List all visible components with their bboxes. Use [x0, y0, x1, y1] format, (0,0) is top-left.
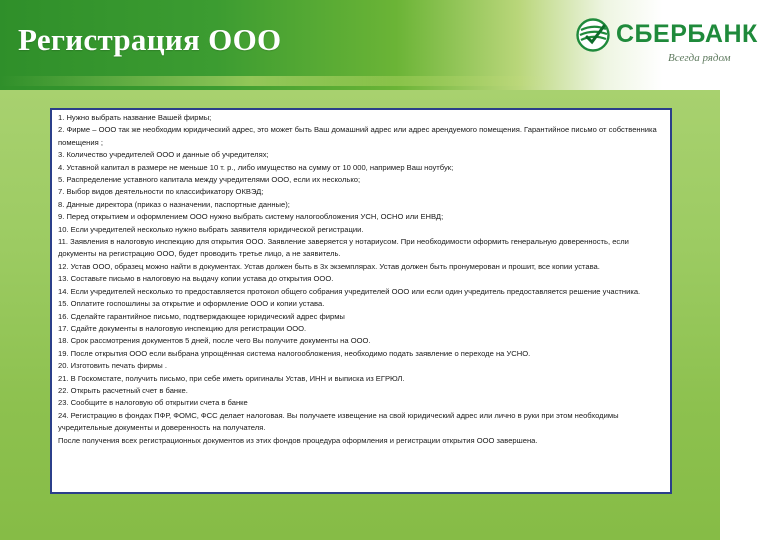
step-item: 23. Сообщите в налоговую об открытии счета в банке	[58, 398, 248, 408]
bank-logo	[570, 16, 758, 72]
step-item: 8. Данные директора (приказ о назначении, паспортные данные);	[58, 199, 290, 209]
step-item: 21. В Госкомстате, получить письмо, при себе иметь оригиналы Устав, ИНН и выписка из ЕГРЮЛ.	[58, 373, 405, 383]
step-item: 12. Устав ООО, образец можно найти в документах. Устав должен быть в 3х экземплярах. Устав должен быть пронумерован и прошит, все копии устава.	[58, 261, 600, 271]
step-item: 15. Оплатите госпошлины за открытие и оформление ООО и копии устава.	[58, 299, 325, 309]
step-item: 19. После открытия ООО если выбрана упрощённая система налогообложения, необходимо подать заявление о переходе на УСНО.	[58, 348, 531, 358]
steps-box	[50, 108, 672, 494]
header-banner	[0, 0, 758, 90]
sberbank-logo-icon	[576, 18, 610, 52]
step-item: 13. Составьте письмо в налоговую на выдачу копии устава до открытия ООО.	[58, 274, 334, 284]
step-item: 18. Срок рассмотрения документов 5 дней, после чего Вы получите документы на ООО.	[58, 336, 371, 346]
step-item: 7. Выбор видов деятельности по классификатору ОКВЭД;	[58, 187, 264, 197]
step-item: 14. Если учредителей несколько то предоставляется протокол общего собрания учредителей ООО или если один учредитель предоставляется решение участника.	[58, 286, 641, 296]
step-item: 1. Нужно выбрать название Вашей фирмы;	[58, 113, 212, 122]
logo-slogan: Всегда рядом	[668, 52, 731, 64]
step-item: 16. Сделайте гарантийное письмо, подтверждающее юридический адрес фирмы	[58, 311, 345, 321]
step-item: 3. Количество учредителей ООО и данные об учредителях;	[58, 150, 269, 160]
step-item: 2. Фирме – ООО так же необходим юридический адрес, это может быть Ваш домашний адрес или адрес арендуемого помещения. Гарантийное письмо от собственника помещения ;	[58, 125, 657, 147]
step-item: 4. Уставной капитал в размере не меньше 10 т. р., либо имущество на сумму от 10 000, например Ваш ноутбук;	[58, 162, 454, 172]
step-item: 9. Перед открытием и оформлением ООО нужно выбрать систему налогообложения УСН, ОСНО или ЕНВД;	[58, 212, 444, 222]
step-item: 11. Заявления в налоговую инспекцию для открытия ООО. Заявление заверяется у нотариусом. При необходимости оформить генеральную доверенность, если документы на регистрацию ООО, будет проводить третье лицо, а не заявитель.	[58, 237, 629, 259]
logo-name: СБЕРБАНК	[616, 20, 758, 48]
header-stripe	[0, 76, 560, 86]
step-item: 5. Распределение уставного капитала между учредителями ООО, если их несколько;	[58, 175, 361, 185]
step-item: 20. Изготовить печать фирмы .	[58, 361, 167, 371]
step-item: 17. Сдайте документы в налоговую инспекцию для регистрации ООО.	[58, 323, 307, 333]
step-item: 22. Открыть расчетный счет в банке.	[58, 385, 188, 395]
step-item: 24. Регистрацию в фондах ПФР, ФОМС, ФСС делает налоговая. Вы получаете извещение на свой юридический адрес или лично в руки при этом необходимы учредительные документы и доверенность на получателя.	[58, 410, 619, 433]
step-item: После получения всех регистрационных документов из этих фондов процедура оформления и регистрации открытия ООО завершена.	[58, 435, 538, 445]
step-item: 10. Если учредителей несколько нужно выбрать заявителя юридической регистрации.	[58, 224, 364, 234]
slide-title: Регистрация ООО	[18, 22, 282, 57]
